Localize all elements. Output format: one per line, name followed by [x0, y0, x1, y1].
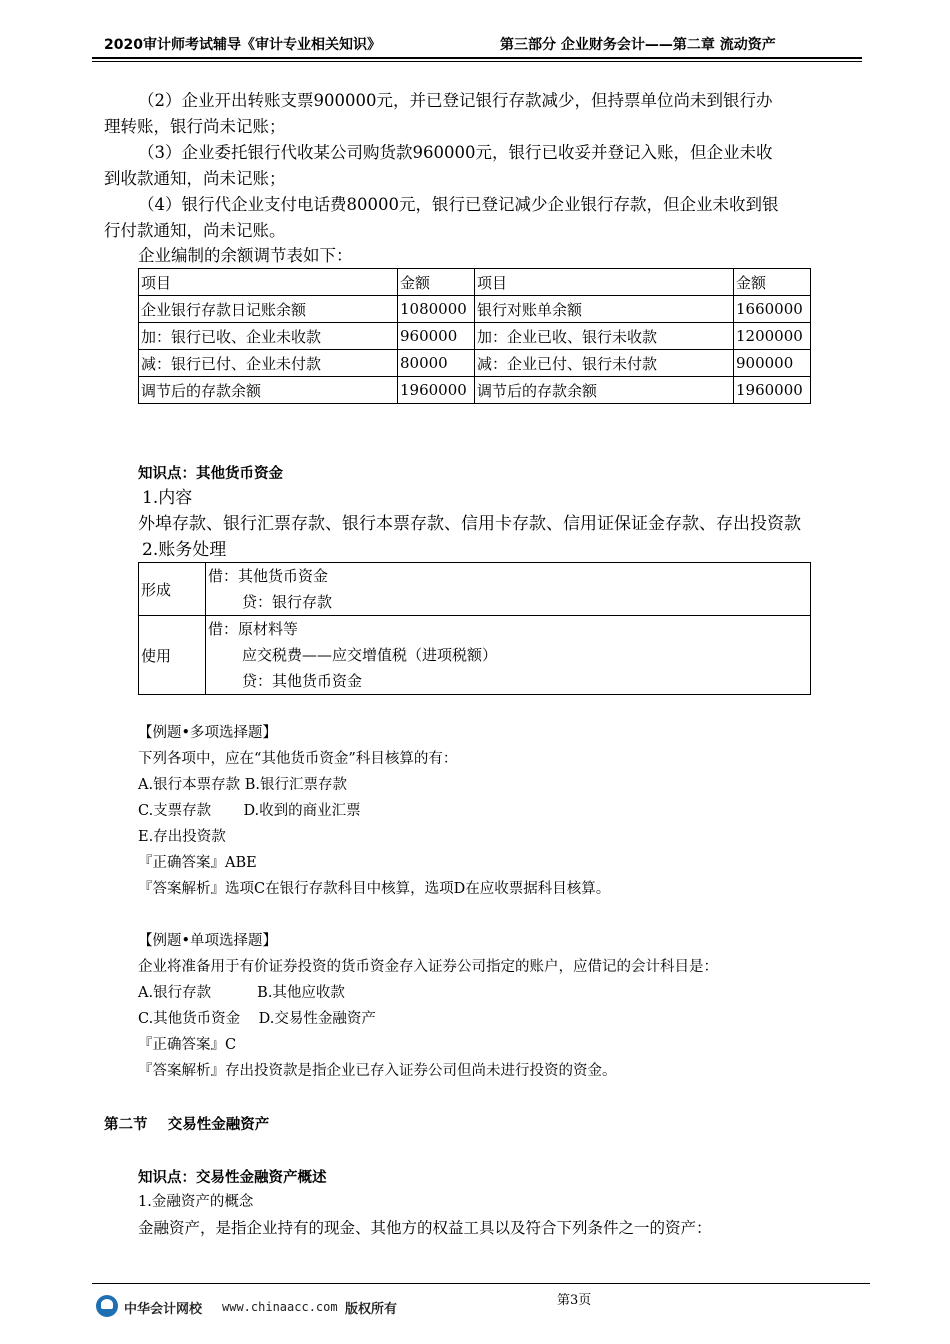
- content-text: 外埠存款、银行汇票存款、银行本票存款、信用卡存款、信用证保证金存款、存出投资款: [138, 514, 801, 534]
- header-title: 2020审计师考试辅导《审计专业相关知识》: [104, 37, 381, 53]
- reconciliation-table: [138, 268, 811, 404]
- table-cell: 加：企业已收、银行未收款: [475, 323, 734, 350]
- table-cell: 减：企业已付、银行未付款: [475, 350, 734, 377]
- col-header: 项目: [475, 269, 734, 296]
- example-1-title: 【例题•多项选择题】: [138, 725, 278, 741]
- table-row: [139, 563, 811, 616]
- entry-cell: [206, 563, 811, 616]
- item-2-line-2: 理转账，银行尚未记账；: [104, 117, 286, 136]
- section-title: 第二节 交易性金融资产: [104, 1117, 270, 1133]
- footer-rule: [92, 1283, 870, 1284]
- header-rule-thin: [92, 61, 862, 62]
- table-row: [139, 377, 811, 404]
- col-header: 金额: [398, 269, 475, 296]
- table-row: [139, 323, 811, 350]
- table-cell: 1960000: [734, 377, 811, 404]
- knowledge-point-title: 知识点：其他货币资金: [138, 466, 283, 482]
- table-cell: 调节后的存款余额: [139, 377, 398, 404]
- entry-cell: [206, 616, 811, 695]
- row-label-form: 形成: [139, 563, 206, 616]
- header-rule: [92, 57, 862, 59]
- entry-line: 借：原材料等: [208, 620, 299, 638]
- table-cell: 加：银行已收、企业未收款: [139, 323, 398, 350]
- item-4-line-1: （4）银行代企业支付电话费80000元，银行已登记减少企业银行存款，但企业未收到银: [138, 195, 779, 214]
- table-row: [139, 296, 811, 323]
- item-3-line-2: 到收款通知，尚未记账；: [104, 169, 286, 188]
- table-cell: 减：银行已付、企业未付款: [139, 350, 398, 377]
- table-cell: 1080000: [398, 296, 475, 323]
- example-2-analysis: 『答案解析』存出投资款是指企业已存入证券公司但尚未进行投资的资金。: [138, 1063, 617, 1079]
- section-content-heading: 1.内容: [142, 488, 193, 508]
- table-cell: 调节后的存款余额: [475, 377, 734, 404]
- definition-text: 金融资产，是指企业持有的现金、其他方的权益工具以及符合下列条件之一的资产：: [138, 1219, 712, 1237]
- entry-line: 借：其他货币资金: [208, 567, 329, 585]
- table-cell: 1660000: [734, 296, 811, 323]
- col-header: 项目: [139, 269, 398, 296]
- table-cell: 900000: [734, 350, 811, 377]
- example-1-options-cd: C.支票存款 D.收到的商业汇票: [138, 803, 361, 819]
- knowledge-point-title: 知识点：交易性金融资产概述: [138, 1170, 327, 1186]
- table-intro: 企业编制的余额调节表如下：: [138, 246, 353, 265]
- row-label-use: 使用: [139, 616, 206, 695]
- example-2-title: 【例题•单项选择题】: [138, 933, 278, 949]
- table-cell: 960000: [398, 323, 475, 350]
- footer-url: www.chinaacc.com: [222, 1300, 338, 1314]
- table-cell: 企业银行存款日记账余额: [139, 296, 398, 323]
- example-1-question: 下列各项中，应在“其他货币资金”科目核算的有：: [138, 751, 458, 767]
- example-2-options-cd: C.其他货币资金 D.交易性金融资产: [138, 1011, 376, 1027]
- example-2-options-ab: A.银行存款 B.其他应收款: [138, 985, 345, 1001]
- table-header-row: [139, 269, 811, 296]
- item-2-line-1: （2）企业开出转账支票900000元，并已登记银行存款减少，但持票单位尚未到银行办: [138, 91, 773, 110]
- example-1-options-ab: A.银行本票存款 B.银行汇票存款: [138, 777, 347, 793]
- accounting-table: [138, 562, 811, 695]
- footer-brand: 中华会计网校: [124, 1302, 203, 1317]
- table-cell: 1200000: [734, 323, 811, 350]
- example-1-option-e: E.存出投资款: [138, 829, 226, 845]
- example-1-analysis: 『答案解析』选项C在银行存款科目中核算，选项D在应收票据科目核算。: [138, 881, 611, 897]
- brand-logo-icon: [96, 1295, 118, 1317]
- entry-line: 贷：银行存款: [242, 593, 333, 611]
- table-row: [139, 616, 811, 695]
- table-cell: 银行对账单余额: [475, 296, 734, 323]
- page-number: 第3页: [557, 1293, 592, 1308]
- table-cell: 80000: [398, 350, 475, 377]
- item-3-line-1: （3）企业委托银行代收某公司购货款960000元，银行已收妥并登记入账，但企业未收: [138, 143, 773, 162]
- table-row: [139, 350, 811, 377]
- item-4-line-2: 行付款通知，尚未记账。: [104, 221, 286, 240]
- col-header: 金额: [734, 269, 811, 296]
- example-2-answer: 『正确答案』C: [138, 1037, 237, 1053]
- footer-rights: 版权所有: [345, 1302, 398, 1317]
- header-chapter: 第三部分 企业财务会计——第二章 流动资产: [500, 37, 776, 53]
- entry-line: 应交税费——应交增值税（进项税额）: [242, 646, 498, 664]
- section-accounting-heading: 2.账务处理: [142, 540, 227, 560]
- entry-line: 贷：其他货币资金: [242, 672, 363, 690]
- table-cell: 1960000: [398, 377, 475, 404]
- concept-heading: 1.金融资产的概念: [138, 1194, 254, 1210]
- example-2-question: 企业将准备用于有价证券投资的货币资金存入证券公司指定的账户，应借记的会计科目是：: [138, 959, 718, 975]
- example-1-answer: 『正确答案』ABE: [138, 855, 257, 871]
